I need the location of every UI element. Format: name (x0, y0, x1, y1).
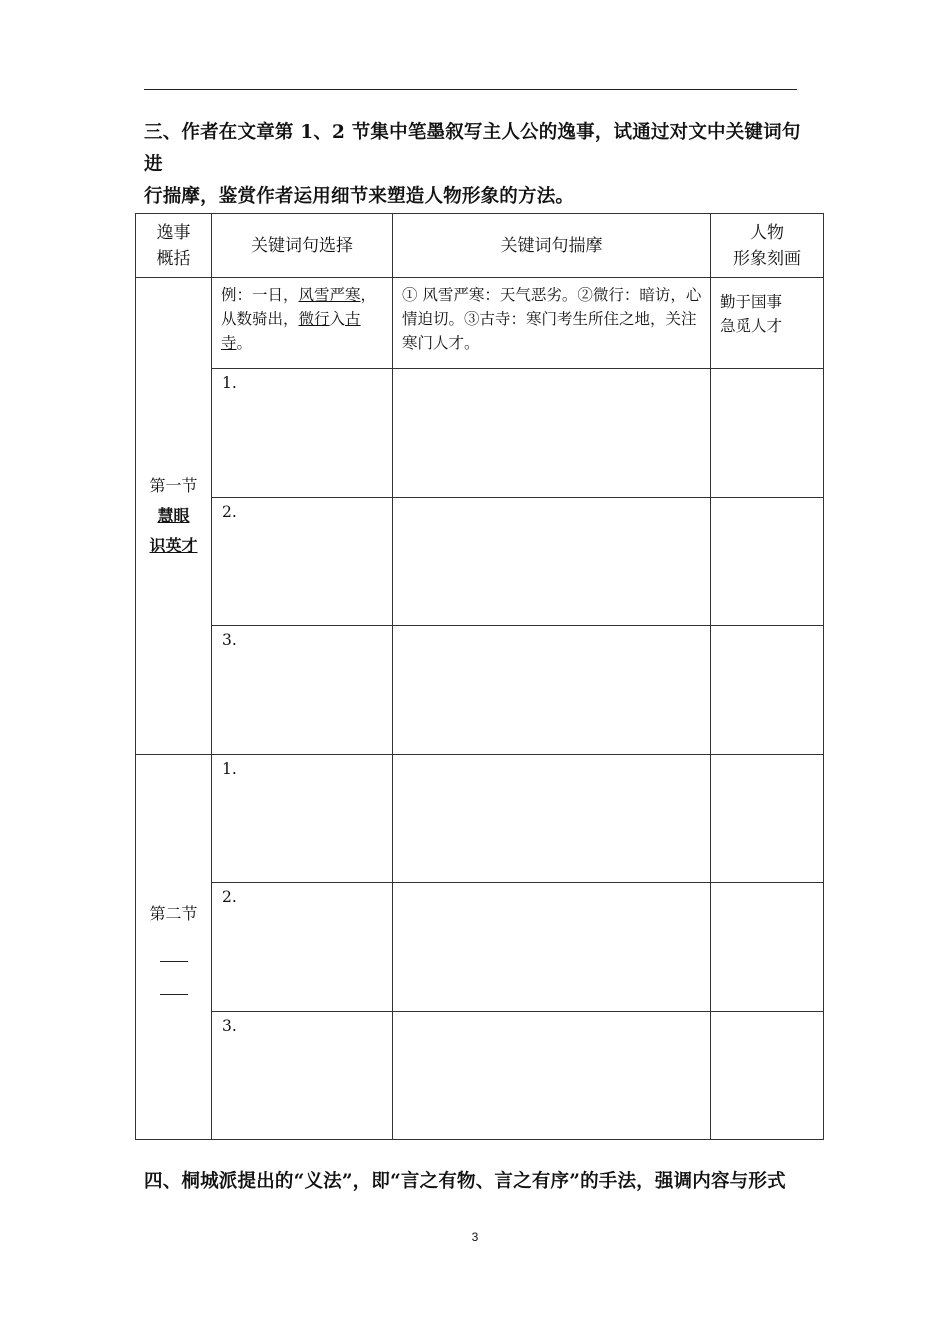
section-1-title-line1: 慧眼 (157, 505, 190, 525)
example-choice-cell (212, 278, 393, 369)
anecdote-table (135, 213, 824, 1140)
table-row (136, 754, 824, 882)
example-analysis-cell (393, 278, 711, 369)
answer-choice-cell[interactable]: 2. (212, 883, 393, 1011)
answer-analysis-cell[interactable] (393, 626, 711, 754)
question-4-line1: 四、桐城派提出的“义法”，即“言之有物、言之有序”的手法，强调内容与形式 (144, 1171, 786, 1192)
answer-analysis-cell[interactable] (393, 754, 711, 882)
underlined-phrase: 古寺 (221, 310, 361, 353)
answer-image-cell[interactable] (711, 626, 824, 754)
answer-choice-cell[interactable]: 3. (212, 1011, 393, 1139)
table-row (136, 883, 824, 1011)
question-3 (144, 117, 814, 213)
answer-choice-cell[interactable]: 1. (212, 754, 393, 882)
answer-image-cell[interactable] (711, 497, 824, 625)
example-image-line2: 急觅人才 (720, 317, 783, 336)
header-character-image: 人物 形象刻画 (711, 214, 824, 278)
section-2-title-blank-1[interactable] (160, 929, 188, 962)
section-1-label: 第一节 (149, 475, 198, 495)
section-1-cell (136, 278, 212, 755)
question-3-line1: 三、作者在文章第 1、2 节集中笔墨叙写主人公的逸事，试通过对文中关键词句进 (144, 122, 801, 175)
section-2-cell (136, 754, 212, 1139)
section-1-title-line2: 识英才 (149, 535, 198, 555)
answer-choice-cell[interactable]: 1. (212, 369, 393, 497)
question-4 (144, 1166, 814, 1198)
underlined-phrase: 风雪严寒 (298, 286, 361, 305)
header-anecdote-summary: 逸事 概括 (136, 214, 212, 278)
header-key-phrase-analysis: 关键词句揣摩 (393, 214, 711, 278)
table-row (136, 369, 824, 497)
section-2-title-blank-2[interactable] (160, 962, 188, 995)
example-analysis-text: ① 风雪严寒：天气恶劣。②微行：暗访，心情迫切。③古寺：寒门考生所住之地，关注寒门人才。 (402, 286, 702, 353)
example-choice-text: 例：一日，风雪严寒，从数骑出，微行入古寺。 (221, 286, 377, 353)
answer-analysis-cell[interactable] (393, 497, 711, 625)
page-number: 3 (471, 1230, 479, 1244)
header-rule (144, 89, 797, 90)
section-2-label: 第二节 (149, 903, 198, 923)
answer-image-cell[interactable] (711, 1011, 824, 1139)
table-row (136, 497, 824, 625)
answer-analysis-cell[interactable] (393, 1011, 711, 1139)
answer-analysis-cell[interactable] (393, 369, 711, 497)
example-image-cell (711, 278, 824, 369)
answer-image-cell[interactable] (711, 369, 824, 497)
answer-choice-cell[interactable]: 2. (212, 497, 393, 625)
header-key-phrase-choice: 关键词句选择 (212, 214, 393, 278)
underlined-phrase: 微行 (298, 310, 330, 329)
answer-image-cell[interactable] (711, 754, 824, 882)
answer-choice-cell[interactable]: 3. (212, 626, 393, 754)
example-image-line1: 勤于国事 (720, 293, 783, 312)
answer-analysis-cell[interactable] (393, 883, 711, 1011)
answer-image-cell[interactable] (711, 883, 824, 1011)
table-row-example (136, 278, 824, 369)
question-3-line2: 行揣摩，鉴赏作者运用细节来塑造人物形象的方法。 (144, 186, 575, 207)
table-row (136, 1011, 824, 1139)
table-row (136, 626, 824, 754)
table-header-row (136, 214, 824, 278)
